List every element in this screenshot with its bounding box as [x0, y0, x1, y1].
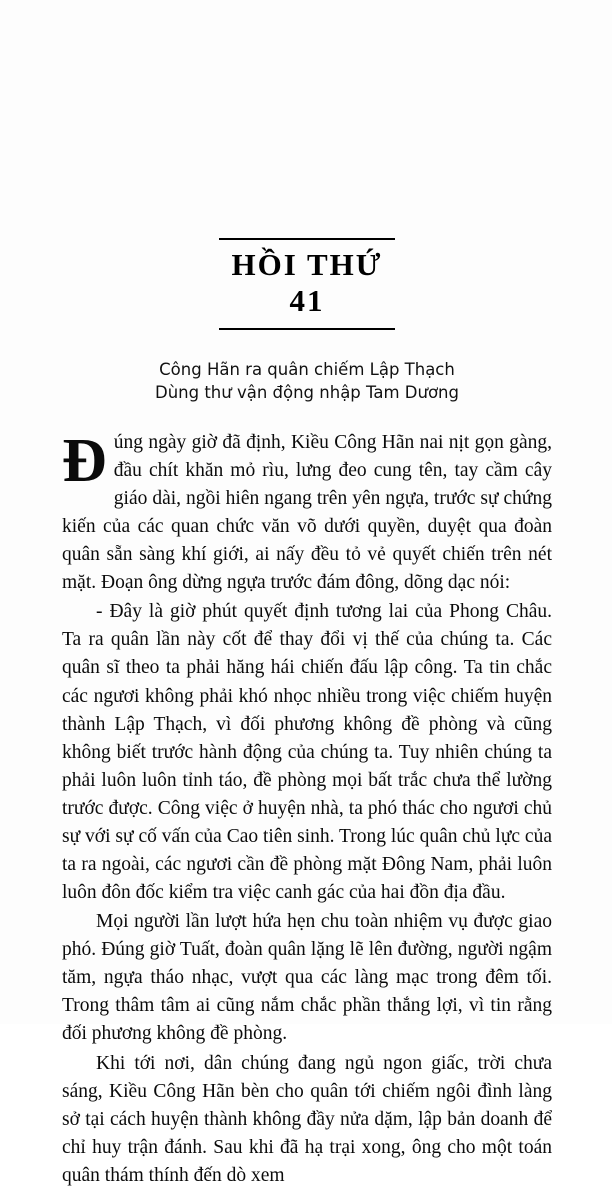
page-content	[62, 238, 552, 1191]
paragraph-1-text: úng ngày giờ đã định, Kiều Công Hãn nai nịt gọn gàng, đầu chít khăn mỏ rìu, lưng đeo cung tên, tay cầm cây giáo dài, ngồi hiên ngang trên yên ngựa, trước sự chứng kiến của các quan chức văn võ dưới quyền, duyệt qua đoàn quân sẵn sàng khí giới, ai nấy đều tỏ vẻ quyết chiến trên nét mặt. Đoạn ông dừng ngựa trước đám đông, dõng dạc nói:	[62, 431, 552, 594]
chapter-title-text: HỒI THỨ 41	[231, 247, 383, 318]
paragraph-1	[62, 426, 552, 597]
chapter-subtitle-line-1: Công Hãn ra quân chiếm Lập Thạch	[159, 360, 455, 379]
chapter-subtitle-line-2: Dùng thư vận động nhập Tam Dương	[154, 383, 459, 403]
drop-cap: Đ	[62, 426, 107, 495]
title-rule-bottom	[219, 328, 395, 330]
paragraph-3: Mọi người lần lượt hứa hẹn chu toàn nhiệm vụ được giao phó. Đúng giờ Tuất, đoàn quân lặng lẽ lên đường, người ngậm tăm, ngựa tháo nhạc, vượt qua các làng mạc trong đêm tối. Trong thâm tâm ai cũng nắm chắc phần thắng lợi, vì tin rằng đối phương không đề phòng.	[62, 911, 552, 1045]
paragraph-2: - Đây là giờ phút quyết định tương lai của Phong Châu. Ta ra quân lần này cốt để thay đổi vị thế của chúng ta. Các quân sĩ theo ta phải hăng hái chiến đấu lập công. Ta tin chắc các ngươi không phải khó nhọc nhiều trong việc chiếm huyện thành Lập Thạch, vì đối phương không đề phòng và cũng không biết trước hành động của chúng ta. Tuy nhiên chúng ta phải luôn luôn tỉnh táo, đề phòng mọi bất trắc chưa thể lường trước được. Công việc ở huyện nhà, ta phó thác cho ngươi chủ sự với sự cố vấn của Cao tiên sinh. Trong lúc quân chủ lực của ta ra ngoài, các ngươi cần đề phòng mặt Đông Nam, phải luôn luôn đôn đốc kiểm tra việc canh gác của hai đồn địa đầu.	[62, 601, 552, 904]
paragraph-4: Khi tới nơi, dân chúng đang ngủ ngon giấc, trời chưa sáng, Kiều Công Hãn bèn cho quân tới chiếm ngôi đình làng sở tại cách huyện thành không đầy nửa dặm, lập bản doanh để chỉ huy trận đánh. Sau khi đã hạ trại xong, ông cho một toán quân thám thính đến dò xem	[62, 1052, 552, 1186]
chapter-subtitle	[62, 358, 552, 405]
body-text	[62, 426, 552, 1190]
chapter-title-block	[219, 238, 395, 330]
chapter-title	[219, 238, 395, 330]
